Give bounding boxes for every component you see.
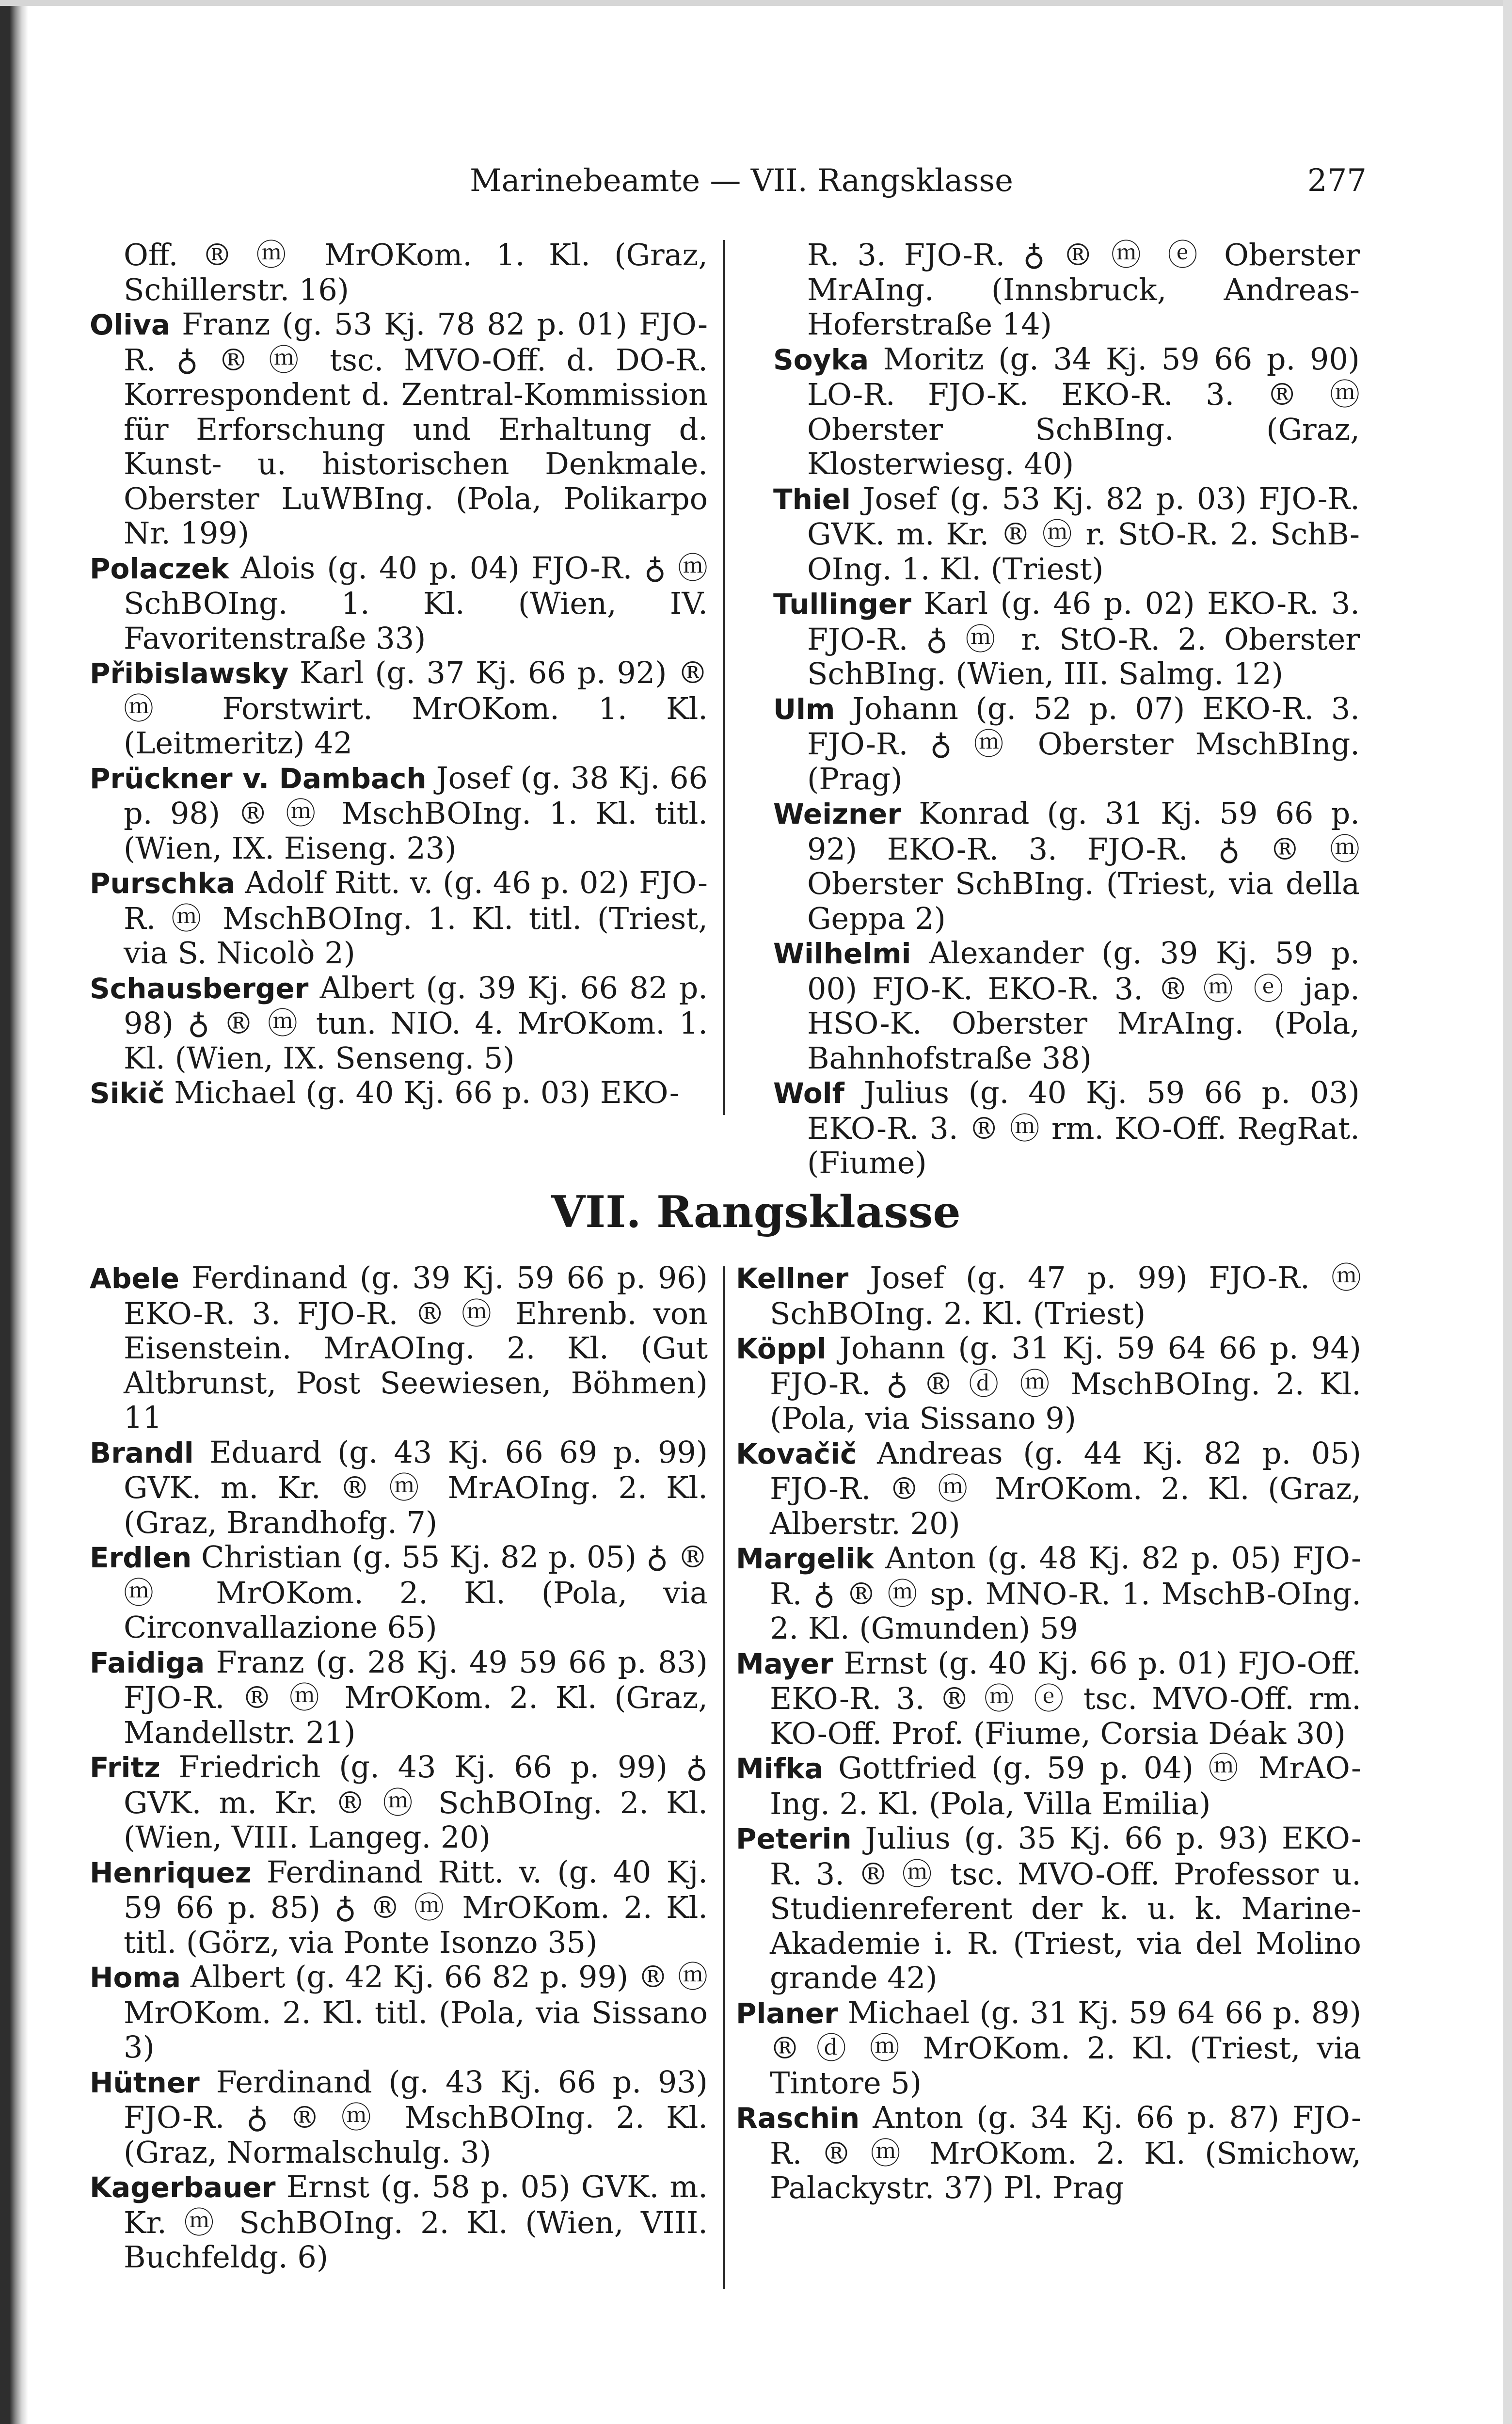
entry-surname: Ulm: [773, 692, 835, 726]
register-entry: [773, 796, 1360, 936]
entry-surname: Erdlen: [90, 1541, 192, 1574]
entry-text: Johann (g. 52 p. 07) EKO-R. 3. FJO-R. ♁ ⓜ Oberster MschBIng. (Prag): [807, 690, 1360, 797]
register-entry: [90, 1750, 708, 1855]
register-entry: [736, 1821, 1361, 1995]
entry-surname: Henriquez: [90, 1856, 252, 1889]
register-entry: [90, 1075, 708, 1111]
register-entry: [90, 2065, 708, 2170]
register-entry: [736, 2100, 1361, 2205]
entry-surname: Kovačič: [736, 1437, 857, 1470]
entry-surname: Brandl: [90, 1436, 194, 1469]
entry-surname: Fritz: [90, 1751, 160, 1784]
entry-text: Anton (g. 34 Kj. 66 p. 87) FJO-R. ® ⓜ MrOKom. 2. Kl. (Smichow, Palackystr. 37) Pl. Prag: [770, 2100, 1361, 2205]
entry-text: Michael (g. 40 Kj. 66 p. 03) EKO-: [164, 1075, 680, 1110]
entry-text: Anton (g. 48 Kj. 82 p. 05) FJO-R. ♁ ® ⓜ sp. MNO-R. 1. MschB-OIng. 2. Kl. (Gmunden) 59: [770, 1540, 1361, 1646]
entry-surname: Soyka: [773, 343, 869, 376]
register-entry: [90, 307, 708, 551]
section-title: VII. Rangsklasse: [551, 1186, 961, 1238]
entry-surname: Margelik: [736, 1542, 874, 1575]
entry-surname: Köppl: [736, 1332, 827, 1365]
register-entry: [90, 971, 708, 1076]
register-entry: [773, 481, 1360, 587]
entry-text: R. 3. FJO-R. ♁ ® ⓜ ⓔ Oberster MrAIng. (Innsbruck, Andreas-Hoferstraße 14): [807, 237, 1360, 342]
register-entry: [90, 655, 708, 761]
entry-surname: Oliva: [90, 308, 171, 341]
register-entry: [773, 1075, 1360, 1180]
register-entry: [736, 1541, 1361, 1646]
entry-text: Off. ® ⓜ MrOKom. 1. Kl. (Graz, Schillerstr. 16): [124, 237, 708, 307]
entry-surname: Schausberger: [90, 972, 309, 1005]
column-top-right: [773, 238, 1360, 1180]
register-entry: [773, 586, 1360, 691]
entry-text: Albert (g. 39 Kj. 66 82 p. 98) ♁ ® ⓜ tun. NIO. 4. MrOKom. 1. Kl. (Wien, IX. Senseng. 5): [124, 970, 708, 1076]
entry-text: Karl (g. 37 Kj. 66 p. 92) ® ⓜ Forstwirt. MrOKom. 1. Kl. (Leitmeritz) 42: [124, 655, 708, 761]
register-entry: [736, 1751, 1361, 1821]
entry-surname: Přibislawsky: [90, 657, 289, 690]
entry-surname: Faidiga: [90, 1646, 205, 1679]
page-number: 277: [1307, 163, 1367, 199]
entry-surname: Planer: [736, 1996, 838, 2030]
entry-text: Adolf Ritt. v. (g. 46 p. 02) FJO-R. ⓜ MschBOIng. 1. Kl. titl. (Triest, via S. Nicolò 2): [124, 865, 708, 971]
entry-text: Friedrich (g. 43 Kj. 66 p. 99) ♁ GVK. m. Kr. ® ⓜ SchBOIng. 2. Kl. (Wien, VIII. Langeg. 20): [124, 1749, 708, 1855]
running-title: Marinebeamte — VII. Rangsklasse: [469, 163, 1014, 199]
entry-surname: Homa: [90, 1961, 181, 1994]
entry-surname: Weizner: [773, 797, 902, 830]
register-entry: [773, 342, 1360, 481]
entry-text: Julius (g. 40 Kj. 59 66 p. 03) EKO-R. 3. ® ⓜ rm. KO-Off. RegRat. (Fiume): [807, 1075, 1360, 1180]
entry-text: Alois (g. 40 p. 04) FJO-R. ♁ ⓜ SchBOIng. 1. Kl. (Wien, IV. Favoritenstraße 33): [124, 550, 708, 656]
entry-surname: Thiel: [773, 482, 851, 516]
entry-surname: Prückner v. Dambach: [90, 762, 427, 795]
entry-surname: Wolf: [773, 1077, 844, 1110]
entry-text: Michael (g. 31 Kj. 59 64 66 p. 89) ® ⓓ ⓜ MrOKom. 2. Kl. (Triest, via Tintore 5): [770, 1994, 1361, 2101]
entry-surname: Kagerbauer: [90, 2171, 276, 2204]
entry-surname: Raschin: [736, 2102, 860, 2135]
register-entry: [90, 865, 708, 971]
column-divider-bottom: [723, 1266, 725, 2289]
entry-text: Franz (g. 28 Kj. 49 59 66 p. 83) FJO-R. ® ⓜ MrOKom. 2. Kl. (Graz, Mandellstr. 21): [124, 1644, 708, 1750]
register-entry: [773, 238, 1360, 342]
entry-surname: Sikič: [90, 1077, 165, 1110]
entry-text: Andreas (g. 44 Kj. 82 p. 05) FJO-R. ® ⓜ MrOKom. 2. Kl. (Graz, Alberstr. 20): [770, 1435, 1361, 1541]
entry-text: Ernst (g. 58 p. 05) GVK. m. Kr. ⓜ SchBOIng. 2. Kl. (Wien, VIII. Buchfeldg. 6): [124, 2169, 708, 2275]
entry-text: Johann (g. 31 Kj. 59 64 66 p. 94) FJO-R. ♁ ® ⓓ ⓜ MschBOIng. 2. Kl. (Pola, via Sissano 9): [770, 1330, 1361, 1436]
scan-border-top: [0, 0, 1512, 6]
register-entry: [736, 1995, 1361, 2101]
running-header: [116, 159, 1367, 203]
entry-text: Josef (g. 47 p. 99) FJO-R. ⓜ SchBOIng. 2. Kl. (Triest): [770, 1260, 1361, 1331]
entry-surname: Hütner: [90, 2066, 200, 2099]
register-entry: [90, 2169, 708, 2275]
register-entry: [773, 691, 1360, 797]
entry-text: Julius (g. 35 Kj. 66 p. 93) EKO-R. 3. ® ⓜ tsc. MVO-Off. Professor u. Studienreferent der k. u. k. Marine-Akademie i. R. (Triest, via del Molino grande 42): [770, 1820, 1361, 1995]
entry-text: Ernst (g. 40 Kj. 66 p. 01) FJO-Off. EKO-R. 3. ® ⓜ ⓔ tsc. MVO-Off. rm. KO-Off. Prof. (Fiume, Corsia Déak 30): [770, 1645, 1361, 1751]
entry-text: Konrad (g. 31 Kj. 59 66 p. 92) EKO-R. 3. FJO-R. ♁ ® ⓜ Oberster SchBIng. (Triest, via della Geppa 2): [807, 796, 1360, 936]
entry-text: Ferdinand (g. 43 Kj. 66 p. 93) FJO-R. ♁ ® ⓜ MschBOIng. 2. Kl. (Graz, Normalschulg. 3): [124, 2064, 708, 2170]
register-entry: [736, 1260, 1361, 1331]
entry-text: Ferdinand (g. 39 Kj. 59 66 p. 96) EKO-R. 3. FJO-R. ® ⓜ Ehrenb. von Eisenstein. MrAOIng. 2. Kl. (Gut Altbrunst, Post Seewiesen, Böhmen) 11: [124, 1260, 708, 1435]
register-entry: [90, 1540, 708, 1645]
register-entry: [773, 936, 1360, 1075]
entry-text: Albert (g. 42 Kj. 66 82 p. 99) ® ⓜ MrOKom. 2. Kl. titl. (Pola, via Sissano 3): [124, 1959, 708, 2065]
entry-surname: Mayer: [736, 1647, 833, 1680]
column-bottom-left: [90, 1260, 708, 2275]
register-entry: [90, 1260, 708, 1435]
entry-surname: Peterin: [736, 1822, 852, 1855]
register-entry: [90, 1855, 708, 1960]
entry-text: Gottfried (g. 59 p. 04) ⓜ MrAO-Ing. 2. Kl. (Pola, Villa Emilia): [770, 1750, 1361, 1821]
register-entry: [736, 1436, 1361, 1541]
entry-text: Alexander (g. 39 Kj. 59 p. 00) FJO-K. EKO-R. 3. ® ⓜ ⓔ jap. HSO-K. Oberster MrAIng. (Pola, Bahnhofstraße 38): [807, 935, 1360, 1076]
entry-text: Christian (g. 55 Kj. 82 p. 05) ♁ ® ⓜ MrOKom. 2. Kl. (Pola, via Circonvallazione 65): [124, 1539, 708, 1645]
entry-text: Eduard (g. 43 Kj. 66 69 p. 99) GVK. m. Kr. ® ⓜ MrAOIng. 2. Kl. (Graz, Brandhofg. 7): [124, 1434, 708, 1540]
entry-text: Josef (g. 53 Kj. 82 p. 03) FJO-R. GVK. m. Kr. ® ⓜ r. StO-R. 2. SchB-OIng. 1. Kl. (Triest): [807, 480, 1360, 587]
register-entry: [90, 1435, 708, 1540]
column-top-left: [90, 238, 708, 1111]
entry-text: Moritz (g. 34 Kj. 59 66 p. 90) LO-R. FJO-K. EKO-R. 3. ® ⓜ Oberster SchBIng. (Graz, Klosterwiesg. 40): [807, 341, 1360, 481]
register-entry: [90, 551, 708, 656]
entry-surname: Wilhelmi: [773, 937, 911, 970]
column-bottom-right: [736, 1260, 1361, 2205]
entry-text: Ferdinand Ritt. v. (g. 40 Kj. 59 66 p. 85) ♁ ® ⓜ MrOKom. 2. Kl. titl. (Görz, via Ponte Isonzo 35): [124, 1854, 708, 1960]
entry-text: Josef (g. 38 Kj. 66 p. 98) ® ⓜ MschBOIng. 1. Kl. titl. (Wien, IX. Eiseng. 23): [124, 760, 708, 866]
entry-surname: Purschka: [90, 867, 236, 900]
column-divider-top: [723, 240, 725, 1115]
entry-surname: Polaczek: [90, 552, 229, 585]
entry-surname: Kellner: [736, 1262, 849, 1295]
entry-surname: Abele: [90, 1262, 179, 1295]
entry-text: Karl (g. 46 p. 02) EKO-R. 3. FJO-R. ♁ ⓜ r. StO-R. 2. Oberster SchBIng. (Wien, III. Salmg. 12): [807, 586, 1360, 691]
entry-surname: Mifka: [736, 1752, 824, 1785]
register-entry: [736, 1331, 1361, 1436]
register-entry: [736, 1646, 1361, 1751]
register-entry: [90, 1645, 708, 1750]
entry-surname: Tullinger: [773, 588, 911, 621]
entry-text: Franz (g. 53 Kj. 78 82 p. 01) FJO-R. ♁ ® ⓜ tsc. MVO-Off. d. DO-R. Korrespondent d. Zentral-Kommission für Erforschung und Erhaltung d. Kunst- u. historischen Denkmale. Oberster LuWBIng. (Pola, Polikarpo Nr. 199): [124, 306, 708, 551]
register-entry: [90, 238, 708, 307]
register-entry: [90, 761, 708, 866]
register-entry: [90, 1960, 708, 2065]
